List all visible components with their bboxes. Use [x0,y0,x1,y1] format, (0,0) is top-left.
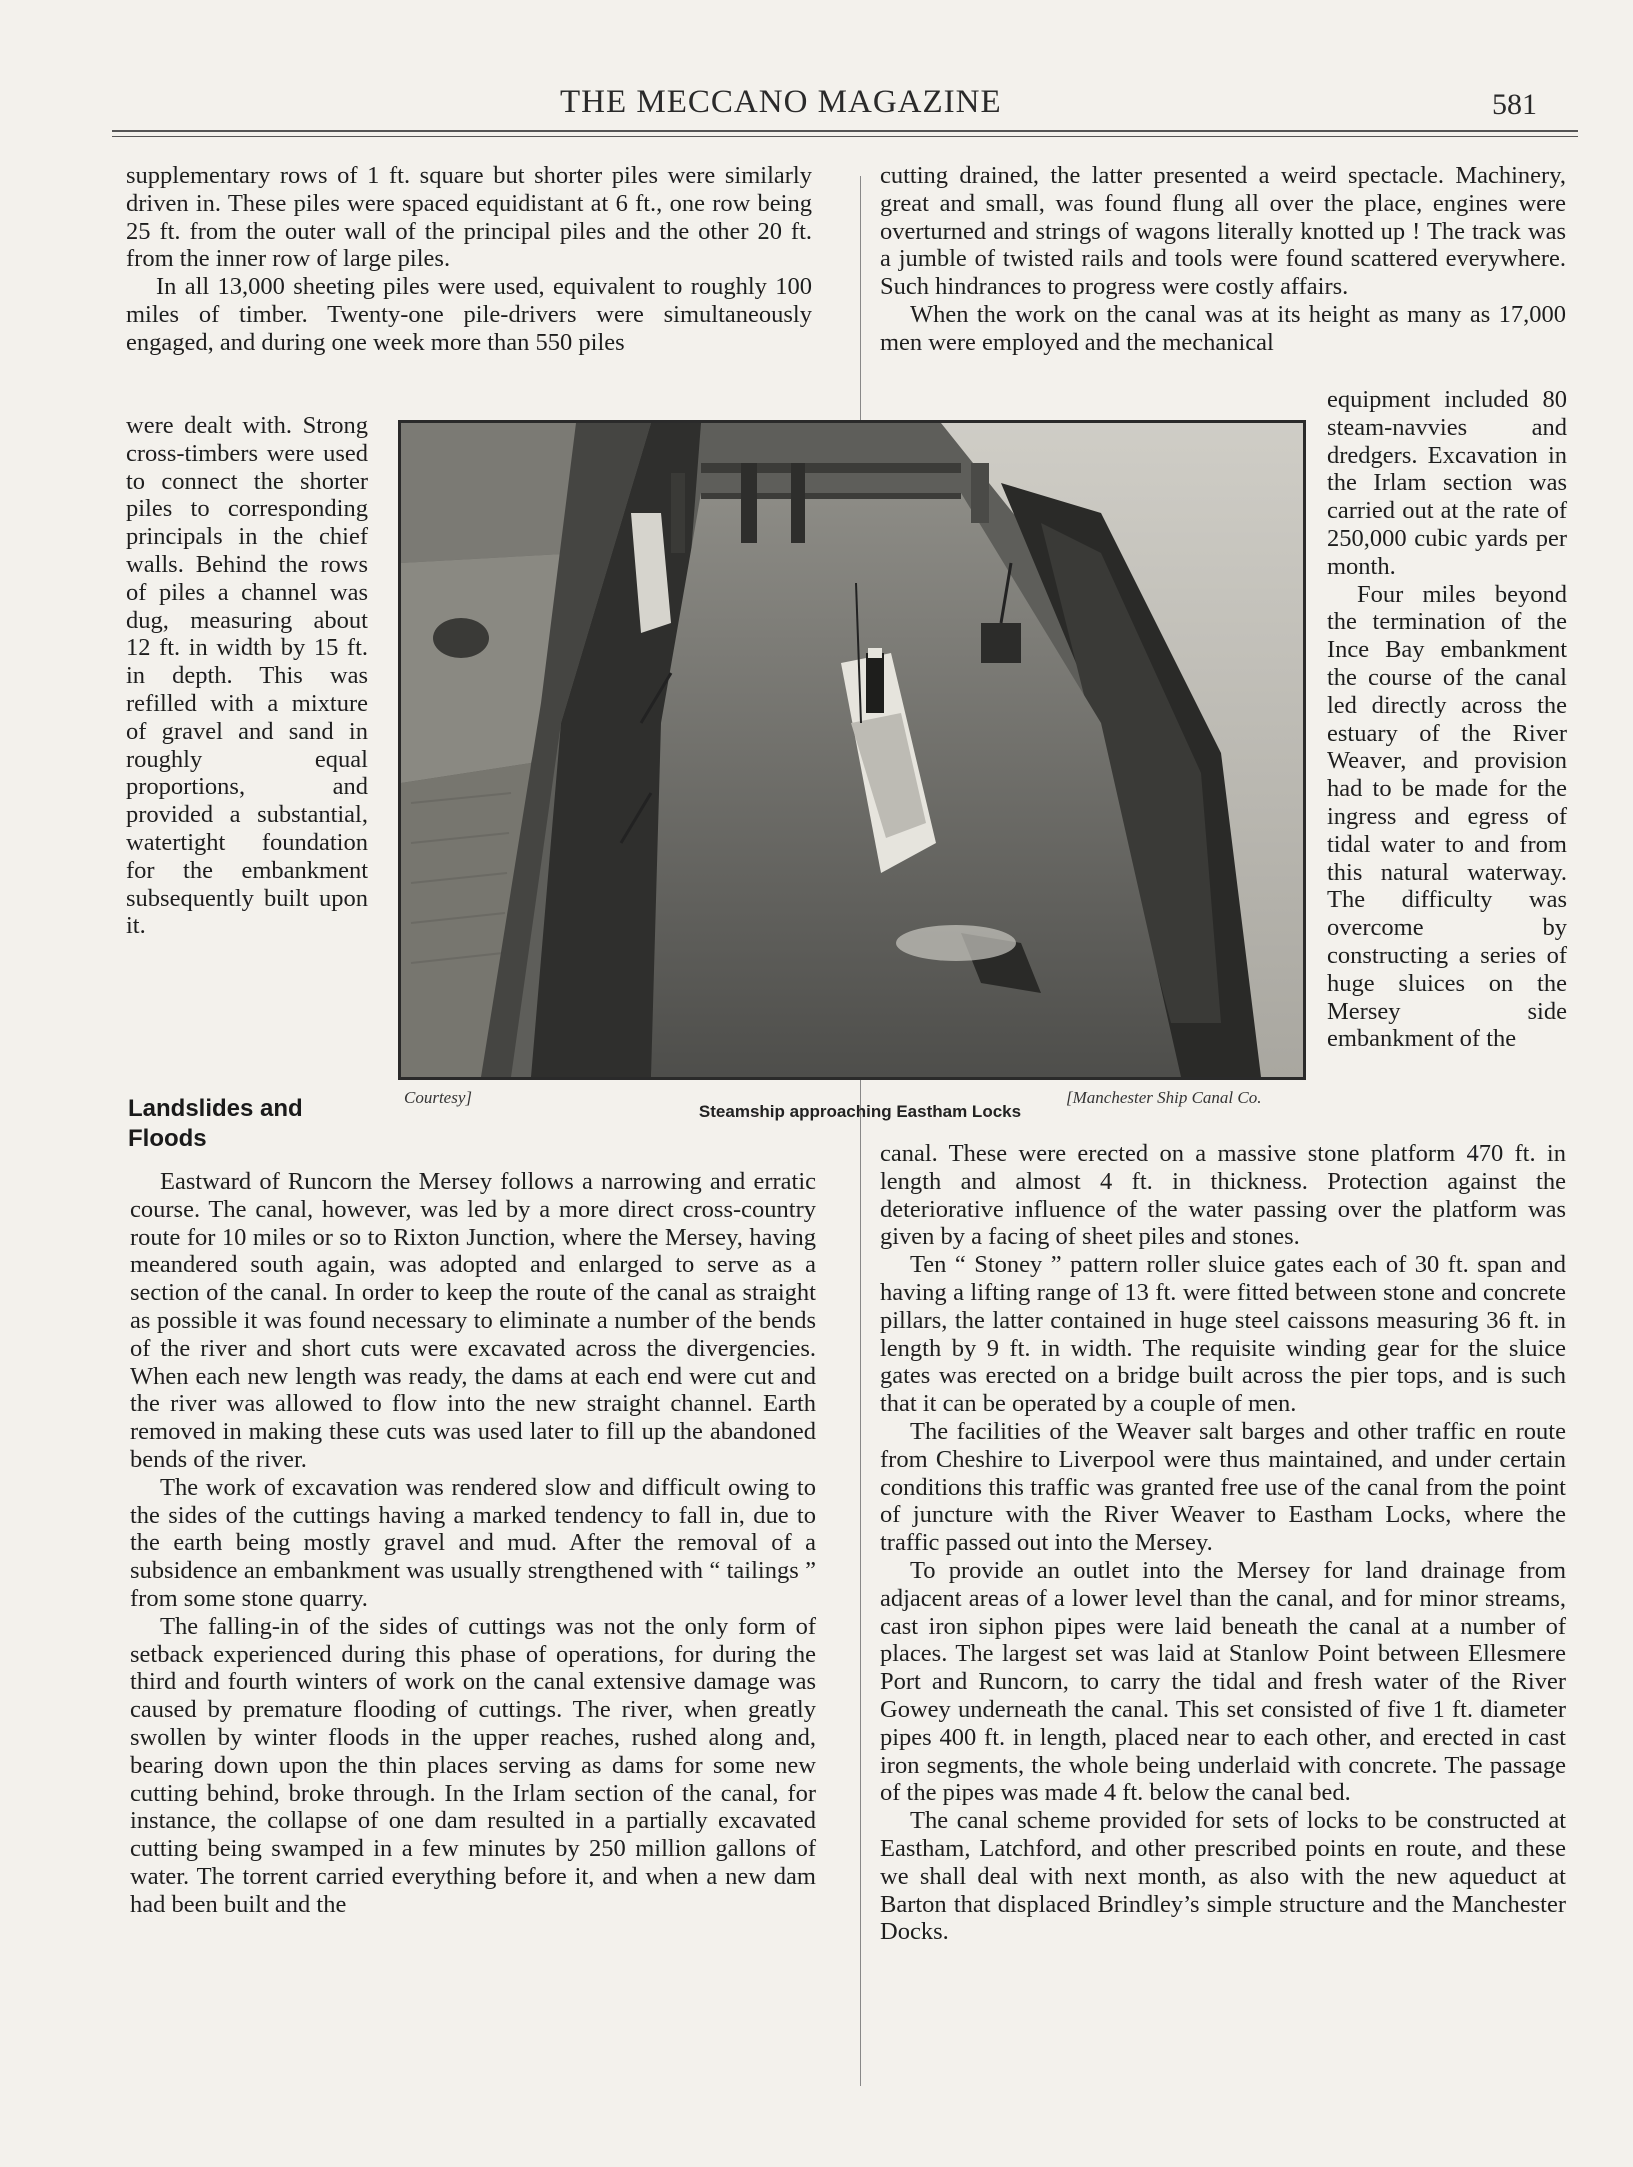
paragraph: supplementary rows of 1 ft. square but shorter piles were similarly driven in. These piles were spaced equidistant at 6 ft., one row being 25 ft. from the outer wall of the principal piles and the other 20 ft. from the inner row of large piles. [126,162,812,273]
right-column-wrap [1327,386,1567,1053]
paragraph: To provide an outlet into the Mersey for land drainage from adjacent areas of a lower level than the canal, and for minor streams, cast iron siphon pipes were laid beneath the canal at a number of places. The largest set was laid at Stanlow Point between Ellesmere Port and Runcorn, to carry the tidal and fresh water of the River Gowey underneath the canal. This set consisted of five 1 ft. diameter pipes 400 ft. in length, placed near to each other, and erected in cast iron segments, the whole being underlaid with concrete. The passage of the pipes was made 4 ft. below the canal bed. [880,1556,1566,1807]
paragraph: were dealt with. Strong cross-timbers were used to connect the shorter piles to corresponding principals in the chief walls. Behind the rows of piles a channel was dug, measuring about 12 ft. in width by 15 ft. in depth. This was refilled with a mixture of gravel and sand in roughly equal proportions, and provided a substantial, watertight foundation for the embankment subsequently built upon it. [126,412,368,940]
right-column-top [880,162,1566,357]
paragraph: In all 13,000 sheeting piles were used, equivalent to roughly 100 miles of timber. Twenty-one pile-drivers were simultaneously engaged, and during one week more than 550 piles [126,273,812,356]
photo-credit-left: Courtesy] [404,1088,472,1107]
paragraph: The work of excavation was rendered slow and difficult owing to the sides of the cuttings having a marked tendency to fall in, due to the earth being mostly gravel and mud. After the removal of a subsidence an embankment was usually strengthened with “ tailings ” from some stone quarry. [130,1473,816,1612]
canal-photograph [398,420,1306,1080]
photo-caption: Steamship approaching Eastham Locks [698,1102,1022,1121]
paragraph: The facilities of the Weaver salt barges and other traffic en route from Cheshire to Liverpool were thus maintained, and under certain conditions this traffic was granted free use of the canal from the point of juncture with the River Weaver to Eastham Locks, where the traffic passed out into the Mersey. [880,1417,1566,1557]
header-rule-thin [112,136,1578,137]
left-column-bottom [130,1168,816,1919]
paragraph: Four miles beyond the termination of the Ince Bay embankment the course of the canal led directly across the estuary of the River Weaver, and provision had to be made for the ingress and egress of tidal water to and from this natural waterway. The difficulty was overcome by constructing a series of huge sluices on the Mersey side embankment of the [1327,580,1567,1053]
header-rule [112,130,1578,132]
paragraph: equipment included 80 steam-navvies and dredgers. Excavation in the Irlam section was carried out at the rate of 250,000 cubic yards per month. [1327,386,1567,580]
paragraph: cutting drained, the latter presented a weird spectacle. Machinery, great and small, was found flung all over the place, engines were overturned and strings of wagons literally knotted up ! The track was a jumble of twisted rails and tools were found scattered everywhere. Such hindrances to progress were costly affairs. [880,162,1566,301]
paragraph: Ten “ Stoney ” pattern roller sluice gates each of 30 ft. span and having a lifting range of 13 ft. were fitted between stone and concrete pillars, the latter contained in huge steel caissons measuring 36 ft. in length by 9 ft. in width. The requisite winding gear for the sluice gates was erected on a bridge built across the pier tops, and is such that it can be operated by a couple of men. [880,1251,1566,1418]
page-number: 581 [1492,88,1537,121]
paragraph: The falling-in of the sides of cuttings was not the only form of setback experienced during this phase of operations, for during the third and fourth winters of work on the canal extensive damage was caused by premature flooding of cuttings. The river, when greatly swollen by winter floods in the upper reaches, rushed along and, bearing down upon the thin places serving as dams for some new cutting behind, broke through. In the Irlam section of the canal, for instance, the collapse of one dam resulted in a partially excavated cutting being swamped in a few minutes by 250 million gallons of water. The torrent carried everything before it, and when a new dam had been built and the [130,1612,816,1918]
magazine-title: THE MECCANO MAGAZINE [560,84,1002,120]
paragraph: When the work on the canal was at its height as many as 17,000 men were employed and the mechanical [880,300,1566,356]
photo-illustration [401,423,1303,1077]
right-column-bottom [880,1140,1566,1946]
paragraph: canal. These were erected on a massive stone platform 470 ft. in length and almost 4 ft. in thickness. Protection against the deteriorative influence of the water passing over the platform was given by a facing of sheet piles and stones. [880,1140,1566,1251]
left-column-top [126,162,812,357]
section-subheading: Landslides and Floods [128,1095,303,1152]
left-column-wrap [126,412,368,940]
paragraph: The canal scheme provided for sets of locks to be constructed at Eastham, Latchford, and other prescribed points en route, and these we shall deal with next month, as also with the new aqueduct at Barton that displaced Brindley’s simple structure and the Manchester Docks. [880,1807,1566,1946]
photo-credit-right: [Manchester Ship Canal Co. [1066,1088,1262,1107]
paragraph: Eastward of Runcorn the Mersey follows a narrowing and erratic course. The canal, however, was led by a more direct cross-country route for 10 miles or so to Rixton Junction, where the Mersey, having meandered south again, was adopted and enlarged to serve as a section of the canal. In order to keep the route of the canal as straight as possible it was found necessary to eliminate a number of the bends of the river and short cuts were excavated across the divergencies. When each new length was ready, the dams at each end were cut and the river was allowed to flow into the new straight channel. Earth removed in making these cuts was used later to fill up the abandoned bends of the river. [130,1168,816,1473]
